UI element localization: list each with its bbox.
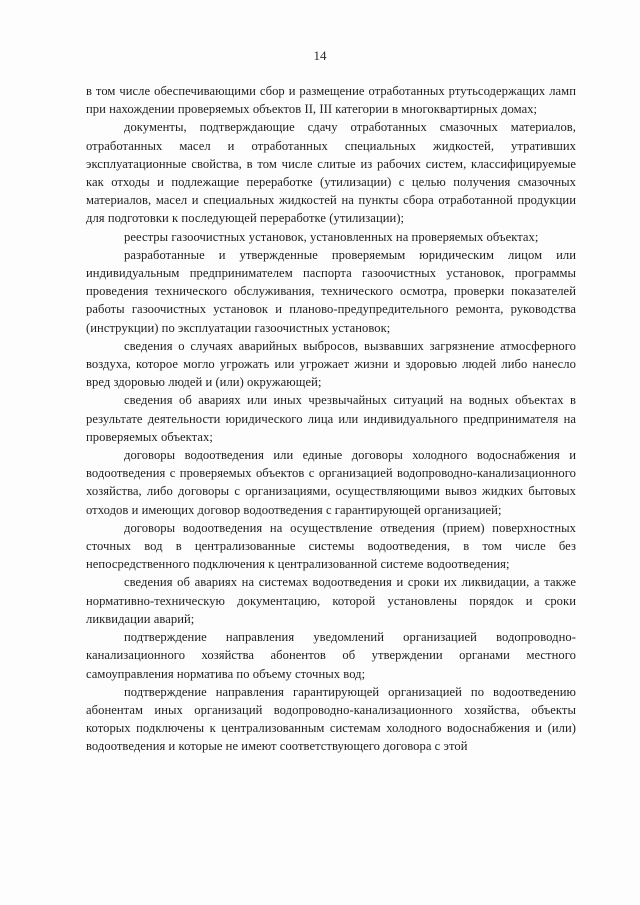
paragraph-3: реестры газоочистных установок, установленных на проверяемых объектах;	[124, 229, 539, 244]
page-number: 14	[313, 48, 327, 63]
paragraph-5: сведения о случаях аварийных выбросов, вызвавших загрязнение атмосферного воздуха, которое могло угрожать или угрожает жизни и здоровью людей либо нанесло вред здоровью людей и (или) окружающей;	[86, 338, 576, 390]
paragraph-7: договоры водоотведения или единые договоры холодного водоснабжения и водоотведения с проверяемых объектов с организацией водопроводно-канализационного хозяйства, либо договоры с организациями, осуществляющими вывоз жидких бытовых отходов и имеющих договор водоотведения с гарантирующей организацией;	[86, 448, 576, 517]
paragraph-9: сведения об авариях на системах водоотведения и сроки их ликвидации, а также нормативно-техническую документацию, которой установлены порядок и сроки ликвидации аварий;	[86, 575, 576, 626]
paragraph-4: разработанные и утвержденные проверяемым юридическим лицом или индивидуальным предпринимателем паспорта газоочистных установок, программы проведения технического обслуживания, технического осмотра, проверки показателей работы газоочистных установок и планово-предупредительного ремонта, руководства (инструкции) по эксплуатации газоочистных установок;	[86, 247, 576, 335]
paragraph-8: договоры водоотведения на осуществление отведения (прием) поверхностных сточных вод в централизованные системы водоотведения, в том числе без непосредственного подключения к централизованной системе водоотведения;	[86, 520, 576, 572]
document-body	[86, 82, 576, 756]
paragraph-1: в том числе обеспечивающими сбор и размещение отработанных ртутьсодержащих ламп при нахождении проверяемых объектов II, III категории в многоквартирных домах;	[86, 84, 576, 117]
paragraph-6: сведения об авариях или иных чрезвычайных ситуаций на водных объектах в результате деятельности юридического лица или индивидуального предпринимателя на проверяемых объектах;	[86, 393, 576, 444]
paragraph-11: подтверждение направления гарантирующей организацией по водоотведению абонентам иных организаций водопроводно-канализационного хозяйства, объекты которых подключены к централизованным системам холодного водоснабжения и (или) водоотведения и которые не имеют соответствующего договора с этой	[86, 684, 576, 754]
paragraph-2: документы, подтверждающие сдачу отработанных смазочных материалов, отработанных масел и отработанных специальных жидкостей, утративших эксплуатационные свойства, в том числе слитые из рабочих систем, классифицируемые как отходы и подлежащие переработке (утилизации) с целью получения смазочных материалов, масел и специальных жидкостей на пункты сбора отработанной продукции для подготовки к последующей переработке (утилизации);	[86, 120, 576, 226]
paragraph-10: подтверждение направления уведомлений организацией водопроводно-канализационного хозяйства абонентов об утверждении органами местного самоуправления норматива по объему сточных вод;	[86, 630, 576, 681]
